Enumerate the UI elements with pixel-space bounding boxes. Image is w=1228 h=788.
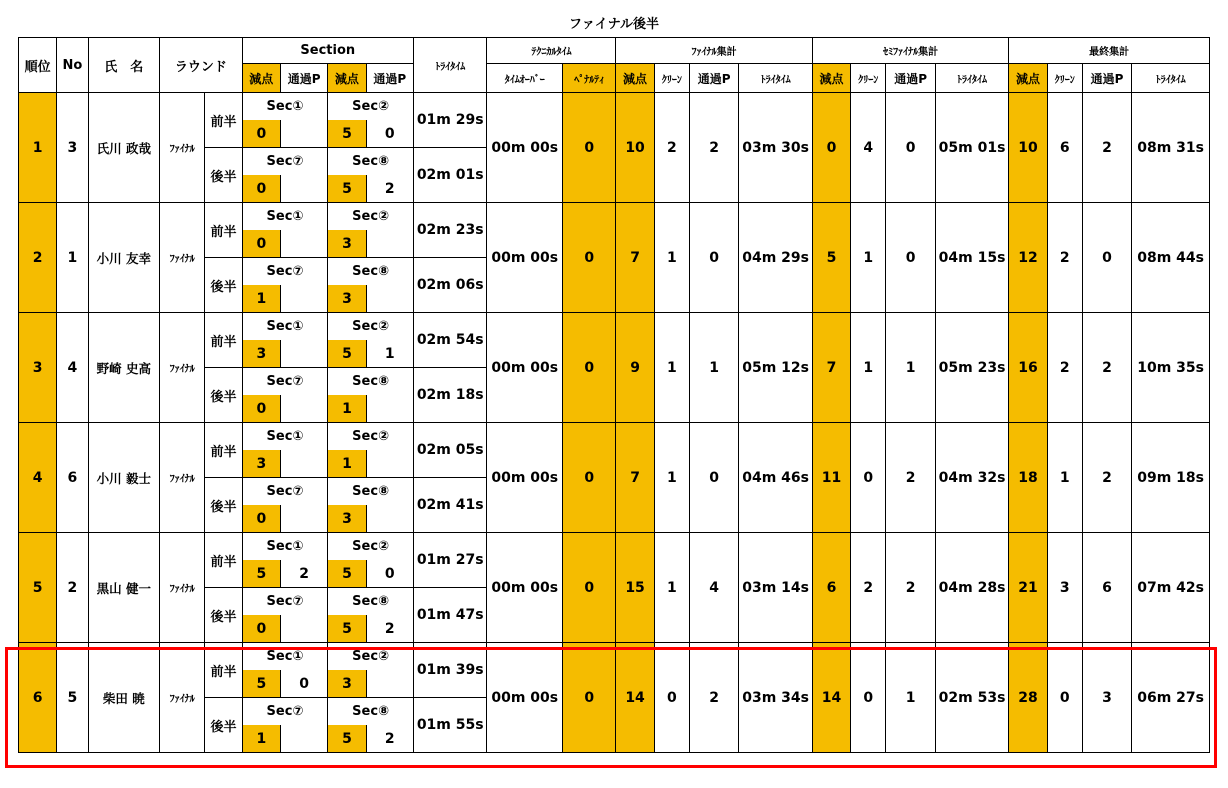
final-clean-cell: 0 xyxy=(654,643,689,753)
total-time-cell: 08m 31s xyxy=(1132,93,1210,203)
total-clean-header: ｸﾘｰﾝ xyxy=(1047,64,1082,93)
section-1-pass xyxy=(280,450,327,478)
semi-time-cell: 04m 15s xyxy=(935,203,1009,313)
round-cell: ﾌｧｲﾅﾙ xyxy=(160,203,205,313)
rider-name: 小川 毅士 xyxy=(88,423,160,533)
section-1-pass xyxy=(280,230,327,258)
rider-name: 野崎 史高 xyxy=(88,313,160,423)
round-cell: ﾌｧｲﾅﾙ xyxy=(160,93,205,203)
semi-clean-cell: 1 xyxy=(851,203,886,313)
section-1-deduct: 0 xyxy=(242,120,280,148)
section-7-label: Sec⑦ xyxy=(242,698,328,726)
section-7-deduct: 0 xyxy=(242,615,280,643)
first-half-trial-time: 01m 29s xyxy=(413,93,487,148)
second-half-label: 後半 xyxy=(205,368,242,423)
table-row xyxy=(19,93,1210,121)
section-7-pass xyxy=(280,725,327,753)
final-time-cell: 04m 46s xyxy=(739,423,813,533)
section-7-pass xyxy=(280,175,327,203)
section-7-pass xyxy=(280,285,327,313)
final-deduct-cell: 14 xyxy=(616,643,654,753)
section-8-deduct: 5 xyxy=(328,725,366,753)
section-8-label: Sec⑧ xyxy=(328,588,414,616)
final-time-cell: 03m 30s xyxy=(739,93,813,203)
section-pass-header: 通過P xyxy=(280,64,327,93)
final-deduct-cell: 7 xyxy=(616,203,654,313)
penalty-cell: 0 xyxy=(563,423,616,533)
final-clean-header: ｸﾘｰﾝ xyxy=(654,64,689,93)
section-2-deduct: 5 xyxy=(328,120,366,148)
penalty-cell: 0 xyxy=(563,93,616,203)
semi-clean-cell: 4 xyxy=(851,93,886,203)
penalty-cell: 0 xyxy=(563,313,616,423)
table-row xyxy=(19,643,1210,671)
semi-deduct-cell: 14 xyxy=(812,643,850,753)
final-deduct-header: 減点 xyxy=(616,64,654,93)
section-8-pass xyxy=(366,505,413,533)
second-half-trial-time: 01m 55s xyxy=(413,698,487,753)
total-pass-cell: 0 xyxy=(1082,203,1131,313)
final-deduct-cell: 7 xyxy=(616,423,654,533)
total-clean-cell: 6 xyxy=(1047,93,1082,203)
results-table xyxy=(18,37,1210,753)
table-row xyxy=(19,533,1210,561)
section-2-label: Sec② xyxy=(328,93,414,121)
penalty-cell: 0 xyxy=(563,203,616,313)
rank-cell: 2 xyxy=(19,203,57,313)
semi-pass-cell: 1 xyxy=(886,643,935,753)
overall-total-header: 最終集計 xyxy=(1009,38,1210,64)
technical-time-header: ﾃｸﾆｶﾙﾀｲﾑ xyxy=(487,38,616,64)
rank-cell: 1 xyxy=(19,93,57,203)
total-pass-cell: 2 xyxy=(1082,423,1131,533)
final-time-header: ﾄﾗｲﾀｲﾑ xyxy=(739,64,813,93)
section-7-pass xyxy=(280,615,327,643)
section-2-label: Sec② xyxy=(328,203,414,231)
semi-pass-cell: 0 xyxy=(886,93,935,203)
section-pass-header: 通過P xyxy=(366,64,413,93)
section-8-deduct: 5 xyxy=(328,615,366,643)
section-1-label: Sec① xyxy=(242,93,328,121)
final-pass-cell: 2 xyxy=(689,643,738,753)
rank-cell: 5 xyxy=(19,533,57,643)
final-deduct-cell: 9 xyxy=(616,313,654,423)
second-half-trial-time: 02m 41s xyxy=(413,478,487,533)
final-clean-cell: 1 xyxy=(654,423,689,533)
final-deduct-cell: 15 xyxy=(616,533,654,643)
final-total-header: ﾌｧｲﾅﾙ集計 xyxy=(616,38,812,64)
second-half-trial-time: 01m 47s xyxy=(413,588,487,643)
section-1-label: Sec① xyxy=(242,423,328,451)
section-1-label: Sec① xyxy=(242,313,328,341)
rank-header: 順位 xyxy=(19,38,57,93)
section-2-pass xyxy=(366,450,413,478)
section-7-label: Sec⑦ xyxy=(242,588,328,616)
section-7-label: Sec⑦ xyxy=(242,148,328,176)
section-8-pass: 2 xyxy=(366,725,413,753)
first-half-trial-time: 01m 39s xyxy=(413,643,487,698)
semi-deduct-header: 減点 xyxy=(812,64,850,93)
semi-deduct-cell: 5 xyxy=(812,203,850,313)
section-1-label: Sec① xyxy=(242,643,328,671)
semi-clean-cell: 1 xyxy=(851,313,886,423)
section-1-pass xyxy=(280,340,327,368)
semi-time-header: ﾄﾗｲﾀｲﾑ xyxy=(935,64,1009,93)
final-pass-cell: 4 xyxy=(689,533,738,643)
final-time-cell: 03m 14s xyxy=(739,533,813,643)
section-2-deduct: 5 xyxy=(328,560,366,588)
penalty-cell: 0 xyxy=(563,533,616,643)
table-row xyxy=(19,313,1210,341)
total-pass-cell: 2 xyxy=(1082,313,1131,423)
section-2-pass: 1 xyxy=(366,340,413,368)
penalty-header: ﾍﾟﾅﾙﾃｨ xyxy=(563,64,616,93)
section-1-deduct: 5 xyxy=(242,560,280,588)
total-deduct-cell: 28 xyxy=(1009,643,1047,753)
semi-clean-cell: 2 xyxy=(851,533,886,643)
no-cell: 5 xyxy=(57,643,88,753)
rank-cell: 3 xyxy=(19,313,57,423)
section-1-deduct: 3 xyxy=(242,450,280,478)
first-half-label: 前半 xyxy=(205,93,242,148)
page-title: ファイナル後半 xyxy=(568,17,660,32)
final-pass-cell: 0 xyxy=(689,423,738,533)
round-cell: ﾌｧｲﾅﾙ xyxy=(160,533,205,643)
rank-cell: 6 xyxy=(19,643,57,753)
time-over-cell: 00m 00s xyxy=(487,533,563,643)
section-2-label: Sec② xyxy=(328,313,414,341)
second-half-label: 後半 xyxy=(205,258,242,313)
section-7-deduct: 1 xyxy=(242,285,280,313)
first-half-trial-time: 02m 05s xyxy=(413,423,487,478)
section-2-pass xyxy=(366,230,413,258)
semi-deduct-cell: 0 xyxy=(812,93,850,203)
total-time-header: ﾄﾗｲﾀｲﾑ xyxy=(1132,64,1210,93)
round-header: ラウンド xyxy=(160,38,243,93)
results-body xyxy=(19,93,1210,753)
final-time-cell: 05m 12s xyxy=(739,313,813,423)
second-half-label: 後半 xyxy=(205,478,242,533)
section-2-deduct: 3 xyxy=(328,670,366,698)
section-8-label: Sec⑧ xyxy=(328,148,414,176)
total-pass-header: 通過P xyxy=(1082,64,1131,93)
total-deduct-cell: 21 xyxy=(1009,533,1047,643)
total-pass-cell: 2 xyxy=(1082,93,1131,203)
section-8-deduct: 5 xyxy=(328,175,366,203)
section-8-deduct: 1 xyxy=(328,395,366,423)
semi-time-cell: 04m 28s xyxy=(935,533,1009,643)
no-cell: 1 xyxy=(57,203,88,313)
first-half-trial-time: 02m 23s xyxy=(413,203,487,258)
section-8-deduct: 3 xyxy=(328,505,366,533)
final-deduct-cell: 10 xyxy=(616,93,654,203)
semi-clean-cell: 0 xyxy=(851,643,886,753)
section-2-pass: 0 xyxy=(366,560,413,588)
final-time-cell: 04m 29s xyxy=(739,203,813,313)
section-7-deduct: 1 xyxy=(242,725,280,753)
second-half-label: 後半 xyxy=(205,698,242,753)
round-cell: ﾌｧｲﾅﾙ xyxy=(160,423,205,533)
total-clean-cell: 1 xyxy=(1047,423,1082,533)
second-half-trial-time: 02m 01s xyxy=(413,148,487,203)
section-1-pass xyxy=(280,120,327,148)
no-cell: 4 xyxy=(57,313,88,423)
semi-deduct-cell: 6 xyxy=(812,533,850,643)
total-pass-cell: 3 xyxy=(1082,643,1131,753)
section-7-pass xyxy=(280,395,327,423)
time-over-cell: 00m 00s xyxy=(487,93,563,203)
section-8-label: Sec⑧ xyxy=(328,698,414,726)
semi-pass-cell: 1 xyxy=(886,313,935,423)
final-clean-cell: 1 xyxy=(654,313,689,423)
time-over-cell: 00m 00s xyxy=(487,203,563,313)
section-8-pass xyxy=(366,395,413,423)
final-pass-cell: 0 xyxy=(689,203,738,313)
section-8-label: Sec⑧ xyxy=(328,478,414,506)
section-8-pass: 2 xyxy=(366,615,413,643)
section-2-pass xyxy=(366,670,413,698)
section-1-label: Sec① xyxy=(242,533,328,561)
penalty-cell: 0 xyxy=(563,643,616,753)
section-8-pass xyxy=(366,285,413,313)
section-8-label: Sec⑧ xyxy=(328,258,414,286)
semi-time-cell: 02m 53s xyxy=(935,643,1009,753)
name-header: 氏 名 xyxy=(88,38,160,93)
header-row-1 xyxy=(19,38,1210,64)
second-half-trial-time: 02m 06s xyxy=(413,258,487,313)
section-7-label: Sec⑦ xyxy=(242,258,328,286)
rider-name: 小川 友幸 xyxy=(88,203,160,313)
section-1-deduct: 5 xyxy=(242,670,280,698)
semi-time-cell: 04m 32s xyxy=(935,423,1009,533)
section-2-deduct: 3 xyxy=(328,230,366,258)
no-cell: 6 xyxy=(57,423,88,533)
semi-pass-cell: 2 xyxy=(886,423,935,533)
semi-pass-cell: 2 xyxy=(886,533,935,643)
semi-deduct-cell: 11 xyxy=(812,423,850,533)
first-half-trial-time: 01m 27s xyxy=(413,533,487,588)
rider-name: 氏川 政哉 xyxy=(88,93,160,203)
rider-name: 柴田 暁 xyxy=(88,643,160,753)
table-row xyxy=(19,203,1210,231)
semi-pass-header: 通過P xyxy=(886,64,935,93)
final-clean-cell: 1 xyxy=(654,533,689,643)
section-2-label: Sec② xyxy=(328,533,414,561)
section-2-deduct: 5 xyxy=(328,340,366,368)
section-7-label: Sec⑦ xyxy=(242,478,328,506)
total-deduct-cell: 12 xyxy=(1009,203,1047,313)
total-time-cell: 06m 27s xyxy=(1132,643,1210,753)
no-header: No xyxy=(57,38,88,93)
final-pass-cell: 1 xyxy=(689,313,738,423)
first-half-label: 前半 xyxy=(205,423,242,478)
section-1-deduct: 3 xyxy=(242,340,280,368)
table-row xyxy=(19,423,1210,451)
total-deduct-cell: 10 xyxy=(1009,93,1047,203)
total-time-cell: 08m 44s xyxy=(1132,203,1210,313)
first-half-trial-time: 02m 54s xyxy=(413,313,487,368)
section-1-pass: 2 xyxy=(280,560,327,588)
semi-pass-cell: 0 xyxy=(886,203,935,313)
first-half-label: 前半 xyxy=(205,203,242,258)
no-cell: 3 xyxy=(57,93,88,203)
semi-deduct-cell: 7 xyxy=(812,313,850,423)
total-deduct-cell: 16 xyxy=(1009,313,1047,423)
section-2-label: Sec② xyxy=(328,643,414,671)
final-pass-header: 通過P xyxy=(689,64,738,93)
semifinal-total-header: ｾﾐﾌｧｲﾅﾙ集計 xyxy=(812,38,1008,64)
total-deduct-cell: 18 xyxy=(1009,423,1047,533)
total-clean-cell: 2 xyxy=(1047,313,1082,423)
section-8-label: Sec⑧ xyxy=(328,368,414,396)
section-8-pass: 2 xyxy=(366,175,413,203)
total-time-cell: 10m 35s xyxy=(1132,313,1210,423)
final-clean-cell: 2 xyxy=(654,93,689,203)
no-cell: 2 xyxy=(57,533,88,643)
section-header: Section xyxy=(242,38,413,64)
semi-clean-cell: 0 xyxy=(851,423,886,533)
section-7-deduct: 0 xyxy=(242,505,280,533)
section-7-pass xyxy=(280,505,327,533)
final-clean-cell: 1 xyxy=(654,203,689,313)
total-clean-cell: 3 xyxy=(1047,533,1082,643)
final-time-cell: 03m 34s xyxy=(739,643,813,753)
round-cell: ﾌｧｲﾅﾙ xyxy=(160,313,205,423)
rider-name: 黒山 健一 xyxy=(88,533,160,643)
semi-time-cell: 05m 23s xyxy=(935,313,1009,423)
section-deduct-header: 減点 xyxy=(328,64,366,93)
total-time-cell: 09m 18s xyxy=(1132,423,1210,533)
section-7-deduct: 0 xyxy=(242,395,280,423)
second-half-trial-time: 02m 18s xyxy=(413,368,487,423)
semi-clean-header: ｸﾘｰﾝ xyxy=(851,64,886,93)
total-clean-cell: 0 xyxy=(1047,643,1082,753)
second-half-label: 後半 xyxy=(205,588,242,643)
trial-time-header: ﾄﾗｲﾀｲﾑ xyxy=(413,38,487,93)
total-deduct-header: 減点 xyxy=(1009,64,1047,93)
section-8-deduct: 3 xyxy=(328,285,366,313)
total-clean-cell: 2 xyxy=(1047,203,1082,313)
rank-cell: 4 xyxy=(19,423,57,533)
first-half-label: 前半 xyxy=(205,313,242,368)
second-half-label: 後半 xyxy=(205,148,242,203)
first-half-label: 前半 xyxy=(205,533,242,588)
section-1-pass: 0 xyxy=(280,670,327,698)
time-over-cell: 00m 00s xyxy=(487,643,563,753)
section-7-deduct: 0 xyxy=(242,175,280,203)
section-1-label: Sec① xyxy=(242,203,328,231)
section-2-deduct: 1 xyxy=(328,450,366,478)
total-time-cell: 07m 42s xyxy=(1132,533,1210,643)
time-over-header: ﾀｲﾑｵｰﾊﾞｰ xyxy=(487,64,563,93)
time-over-cell: 00m 00s xyxy=(487,423,563,533)
section-7-label: Sec⑦ xyxy=(242,368,328,396)
section-2-pass: 0 xyxy=(366,120,413,148)
total-pass-cell: 6 xyxy=(1082,533,1131,643)
first-half-label: 前半 xyxy=(205,643,242,698)
semi-time-cell: 05m 01s xyxy=(935,93,1009,203)
time-over-cell: 00m 00s xyxy=(487,313,563,423)
section-2-label: Sec② xyxy=(328,423,414,451)
section-1-deduct: 0 xyxy=(242,230,280,258)
final-pass-cell: 2 xyxy=(689,93,738,203)
section-deduct-header: 減点 xyxy=(242,64,280,93)
round-cell: ﾌｧｲﾅﾙ xyxy=(160,643,205,753)
